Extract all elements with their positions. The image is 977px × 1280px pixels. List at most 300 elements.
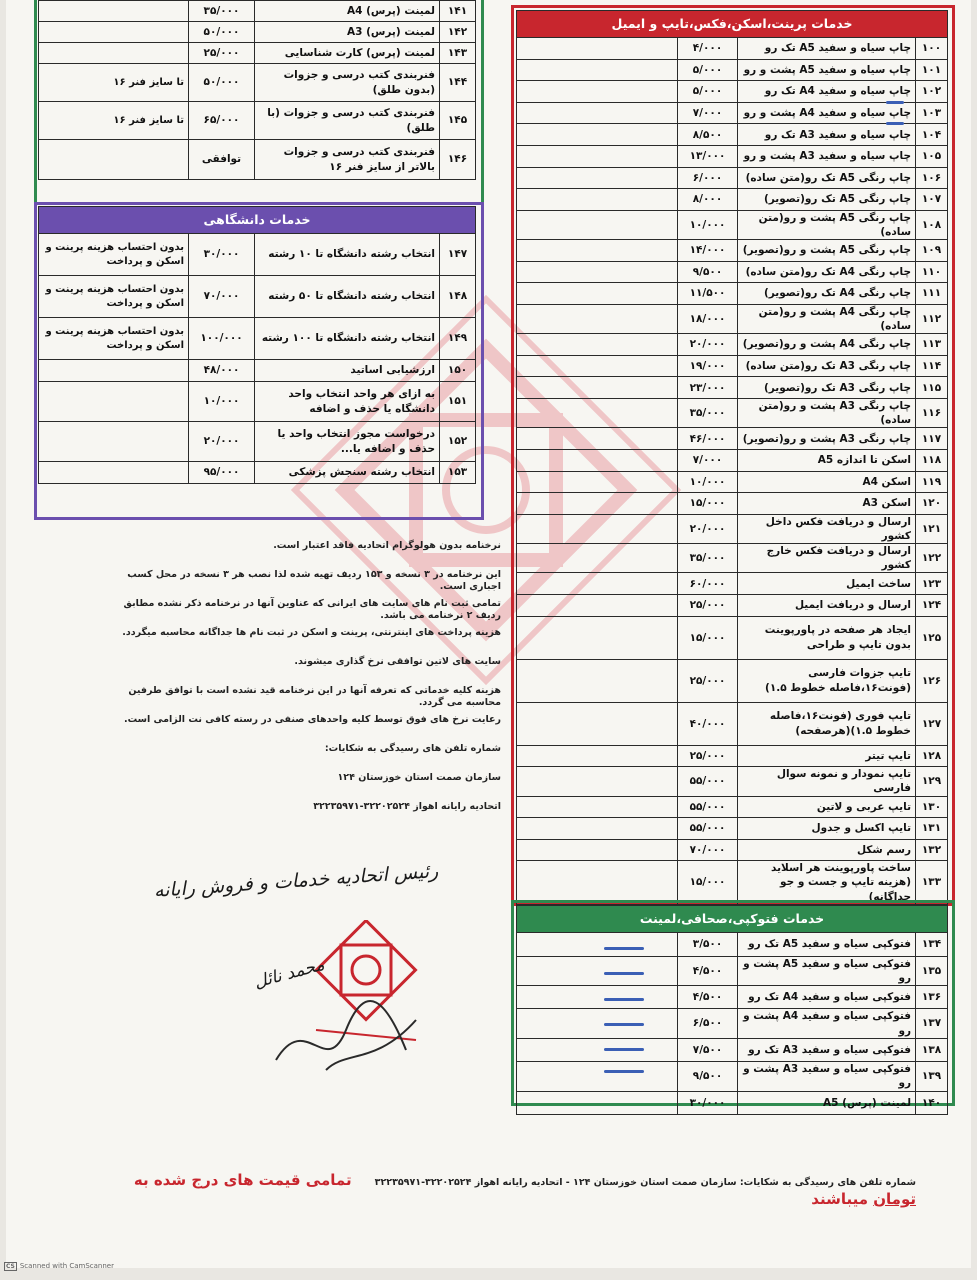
row-description: اسکن A3 bbox=[738, 493, 916, 515]
row-description: چاپ رنگی A3 تک رو(تصویر) bbox=[738, 377, 916, 399]
row-remark bbox=[517, 471, 678, 493]
note-line: این نرخنامه در ۳ نسخه و ۱۵۳ ردیف تهیه شده لذا نصب هر ۳ نسخه در محل کسب اجباری است. bbox=[127, 569, 501, 593]
row-description: فنربندی کتب درسی و جزوات (بدون طلق) bbox=[255, 64, 440, 102]
row-description: چاپ سیاه و سفید A4 پشت و رو bbox=[738, 102, 916, 124]
university-services-table bbox=[38, 206, 476, 484]
row-number: ۱۳۹ bbox=[916, 1062, 948, 1091]
row-remark bbox=[517, 514, 678, 543]
university-services-title: خدمات دانشگاهی bbox=[39, 207, 476, 234]
pen-mark bbox=[604, 1048, 644, 1051]
row-description: انتخاب رشته دانشگاه تا ۵۰ رشته bbox=[255, 276, 440, 318]
row-description: چاپ رنگی A5 تک رو(متن ساده) bbox=[738, 167, 916, 189]
row-description: لمینت (پرس) کارت شناسایی bbox=[255, 43, 440, 64]
table-row bbox=[517, 377, 948, 399]
row-description: فنربندی کتب درسی و جزوات (با طلق) bbox=[255, 102, 440, 140]
row-remark bbox=[517, 1091, 678, 1115]
row-remark bbox=[517, 355, 678, 377]
row-number: ۱۲۶ bbox=[916, 659, 948, 702]
row-description: تایپ فوری (فونت۱۶،فاصله خطوط ۱.۵)(هرصفحه) bbox=[738, 702, 916, 745]
row-remark: تا سایز فنر ۱۶ bbox=[39, 64, 189, 102]
pen-mark bbox=[886, 101, 904, 104]
pen-mark bbox=[604, 1070, 644, 1073]
row-remark bbox=[517, 659, 678, 702]
row-description: چاپ سیاه و سفید A5 تک رو bbox=[738, 38, 916, 60]
row-price: ۲۰/۰۰۰ bbox=[189, 422, 255, 462]
row-price: ۴/۰۰۰ bbox=[678, 38, 738, 60]
row-description: چاپ رنگی A5 پشت و رو(متن ساده) bbox=[738, 210, 916, 239]
note-line: سازمان صمت استان خوزستان ۱۲۴ bbox=[337, 772, 501, 783]
table-row bbox=[39, 43, 476, 64]
row-remark bbox=[517, 796, 678, 818]
table-row bbox=[517, 428, 948, 450]
row-number: ۱۲۷ bbox=[916, 702, 948, 745]
row-price: ۱۵/۰۰۰ bbox=[678, 493, 738, 515]
row-remark bbox=[517, 145, 678, 167]
table-row bbox=[39, 462, 476, 484]
row-description: چاپ رنگی A5 پشت و رو(تصویر) bbox=[738, 240, 916, 262]
row-remark bbox=[39, 360, 189, 382]
row-price: ۱۰/۰۰۰ bbox=[678, 471, 738, 493]
row-remark bbox=[517, 595, 678, 617]
row-remark bbox=[517, 493, 678, 515]
table-row bbox=[517, 261, 948, 283]
row-number: ۱۱۶ bbox=[916, 399, 948, 428]
row-number: ۱۱۲ bbox=[916, 304, 948, 333]
row-number: ۱۳۳ bbox=[916, 861, 948, 905]
row-number: ۱۳۲ bbox=[916, 839, 948, 861]
table-row bbox=[517, 659, 948, 702]
row-number: ۱۲۲ bbox=[916, 544, 948, 573]
row-number: ۱۰۷ bbox=[916, 189, 948, 211]
row-description: فتوکپی سیاه و سفید A5 پشت و رو bbox=[738, 956, 916, 985]
row-price: ۵۰/۰۰۰ bbox=[189, 64, 255, 102]
row-price: ۱۹/۰۰۰ bbox=[678, 355, 738, 377]
row-price: ۹/۵۰۰ bbox=[678, 261, 738, 283]
row-remark bbox=[517, 702, 678, 745]
table-row bbox=[517, 796, 948, 818]
row-remark bbox=[517, 261, 678, 283]
camscanner-text: Scanned with CamScanner bbox=[19, 1262, 114, 1270]
row-number: ۱۴۴ bbox=[440, 64, 476, 102]
row-number: ۱۰۰ bbox=[916, 38, 948, 60]
row-description: چاپ رنگی A3 تک رو(متن ساده) bbox=[738, 355, 916, 377]
table-row bbox=[517, 167, 948, 189]
row-number: ۱۳۴ bbox=[916, 933, 948, 957]
row-number: ۱۲۸ bbox=[916, 745, 948, 767]
row-description: چاپ رنگی A3 پشت و رو(تصویر) bbox=[738, 428, 916, 450]
row-description: اسکن A4 bbox=[738, 471, 916, 493]
row-price: ۷۰/۰۰۰ bbox=[189, 276, 255, 318]
row-remark bbox=[39, 1, 189, 22]
row-remark bbox=[517, 861, 678, 905]
table-row bbox=[517, 304, 948, 333]
table-row bbox=[517, 210, 948, 239]
pen-mark bbox=[604, 1023, 644, 1026]
row-price: ۷۰/۰۰۰ bbox=[678, 839, 738, 861]
row-price: ۱۰۰/۰۰۰ bbox=[189, 318, 255, 360]
table-row bbox=[517, 595, 948, 617]
table-row bbox=[517, 145, 948, 167]
row-price: ۷/۰۰۰ bbox=[678, 102, 738, 124]
row-remark bbox=[517, 745, 678, 767]
row-description: ارسال و دریافت فکس داخل کشور bbox=[738, 514, 916, 543]
row-remark bbox=[517, 1038, 678, 1062]
camscanner-badge: CS bbox=[6, 1263, 15, 1270]
row-price: ۵/۰۰۰ bbox=[678, 59, 738, 81]
row-number: ۱۳۸ bbox=[916, 1038, 948, 1062]
tomans-suffix: میباشند bbox=[811, 1190, 868, 1208]
row-remark bbox=[39, 43, 189, 64]
row-description: چاپ رنگی A4 تک رو(تصویر) bbox=[738, 283, 916, 305]
row-description: تایپ تیتر bbox=[738, 745, 916, 767]
row-price: ۵۵/۰۰۰ bbox=[678, 796, 738, 818]
table-row bbox=[517, 573, 948, 595]
pen-mark bbox=[886, 122, 904, 125]
note-line: نرخنامه بدون هولوگرام اتحادیه فاقد اعتبار است. bbox=[273, 540, 501, 551]
row-description: ارسال و دریافت ایمیل bbox=[738, 595, 916, 617]
row-number: ۱۱۴ bbox=[916, 355, 948, 377]
signature-title: رئیس اتحادیه خدمات و فروش رایانه bbox=[153, 860, 439, 902]
row-number: ۱۰۶ bbox=[916, 167, 948, 189]
row-description: انتخاب رشته دانشگاه تا ۱۰ رشته bbox=[255, 234, 440, 276]
row-description: فتوکپی سیاه و سفید A5 تک رو bbox=[738, 933, 916, 957]
row-remark bbox=[517, 81, 678, 103]
row-price: ۲۳/۰۰۰ bbox=[678, 377, 738, 399]
handwritten-signature-icon bbox=[266, 990, 426, 1080]
row-price: ۵۰/۰۰۰ bbox=[189, 22, 255, 43]
row-number: ۱۲۳ bbox=[916, 573, 948, 595]
table-row bbox=[39, 360, 476, 382]
row-number: ۱۱۵ bbox=[916, 377, 948, 399]
row-number: ۱۱۳ bbox=[916, 334, 948, 356]
row-remark bbox=[517, 124, 678, 146]
row-number: ۱۲۵ bbox=[916, 616, 948, 659]
row-number: ۱۵۳ bbox=[440, 462, 476, 484]
row-description: لمینت (پرس) A3 bbox=[255, 22, 440, 43]
table-row bbox=[517, 334, 948, 356]
row-number: ۱۰۴ bbox=[916, 124, 948, 146]
row-description: تایپ جزوات فارسی (فونت۱۶،فاصله خطوط ۱.۵) bbox=[738, 659, 916, 702]
note-line: تمامی ثبت نام های سایت های ایرانی که عناوین آنها در نرخنامه ذکر نشده مطابق ردیف ۲ نرخنامه می باشد. bbox=[123, 598, 501, 622]
laminate-binding-table bbox=[38, 0, 476, 180]
table-row bbox=[517, 985, 948, 1009]
table-row bbox=[517, 616, 948, 659]
row-number: ۱۵۰ bbox=[440, 360, 476, 382]
row-remark bbox=[517, 573, 678, 595]
row-remark bbox=[517, 189, 678, 211]
row-price: ۱۵/۰۰۰ bbox=[678, 616, 738, 659]
table-row bbox=[517, 1009, 948, 1038]
row-description: چاپ رنگی A4 تک رو(متن ساده) bbox=[738, 261, 916, 283]
row-remark bbox=[39, 382, 189, 422]
terms-notes bbox=[101, 540, 501, 830]
table-row bbox=[39, 318, 476, 360]
row-description: چاپ رنگی A4 پشت و رو(متن ساده) bbox=[738, 304, 916, 333]
row-price: ۲۵/۰۰۰ bbox=[678, 745, 738, 767]
row-remark: بدون احتساب هزینه پرینت و اسکن و پرداخت bbox=[39, 276, 189, 318]
table-row bbox=[517, 956, 948, 985]
row-price: ۲۰/۰۰۰ bbox=[678, 514, 738, 543]
row-description: ساخت ایمیل bbox=[738, 573, 916, 595]
row-number: ۱۰۱ bbox=[916, 59, 948, 81]
table-row bbox=[517, 702, 948, 745]
table-row bbox=[39, 382, 476, 422]
row-remark bbox=[517, 210, 678, 239]
table-row bbox=[517, 355, 948, 377]
row-description: چاپ سیاه و سفید A3 پشت و رو bbox=[738, 145, 916, 167]
row-price: ۲۰/۰۰۰ bbox=[678, 334, 738, 356]
row-number: ۱۲۴ bbox=[916, 595, 948, 617]
row-remark bbox=[517, 767, 678, 796]
row-description: فتوکپی سیاه و سفید A3 تک رو bbox=[738, 1038, 916, 1062]
table-row bbox=[517, 1038, 948, 1062]
table-row bbox=[517, 544, 948, 573]
row-description: چاپ رنگی A4 پشت و رو(تصویر) bbox=[738, 334, 916, 356]
row-price: ۱۵/۰۰۰ bbox=[678, 861, 738, 905]
row-description: فتوکپی سیاه و سفید A4 تک رو bbox=[738, 985, 916, 1009]
row-remark bbox=[517, 59, 678, 81]
row-description: لمینت (پرس) A4 bbox=[255, 1, 440, 22]
row-price: ۷/۵۰۰ bbox=[678, 1038, 738, 1062]
row-number: ۱۴۹ bbox=[440, 318, 476, 360]
signature-name: محمد نائل bbox=[252, 954, 327, 993]
row-remark bbox=[39, 140, 189, 180]
row-description: فنربندی کتب درسی و جزوات بالاتر از سایز فنر ۱۶ bbox=[255, 140, 440, 180]
row-remark bbox=[517, 399, 678, 428]
row-remark bbox=[517, 956, 678, 985]
row-price: ۸/۵۰۰ bbox=[678, 124, 738, 146]
pen-mark bbox=[604, 998, 644, 1001]
price-list-sheet bbox=[6, 0, 971, 1268]
row-price: ۴/۵۰۰ bbox=[678, 985, 738, 1009]
row-number: ۱۱۰ bbox=[916, 261, 948, 283]
table-row bbox=[517, 767, 948, 796]
photocopy-services-table bbox=[516, 905, 948, 1115]
row-price: ۱۳/۰۰۰ bbox=[678, 145, 738, 167]
table-row bbox=[517, 471, 948, 493]
table-row bbox=[39, 234, 476, 276]
row-number: ۱۴۱ bbox=[440, 1, 476, 22]
row-remark bbox=[517, 933, 678, 957]
row-remark bbox=[39, 422, 189, 462]
tomans-prefix: تمامی قیمت های درج شده به bbox=[133, 1171, 352, 1189]
row-description: تایپ عربی و لاتین bbox=[738, 796, 916, 818]
row-remark bbox=[39, 462, 189, 484]
row-price: ۹۵/۰۰۰ bbox=[189, 462, 255, 484]
table-row bbox=[517, 59, 948, 81]
table-row bbox=[517, 102, 948, 124]
table-row bbox=[517, 38, 948, 60]
row-remark bbox=[517, 240, 678, 262]
table-row bbox=[517, 839, 948, 861]
row-number: ۱۳۷ bbox=[916, 1009, 948, 1038]
table-row bbox=[517, 861, 948, 905]
row-number: ۱۰۵ bbox=[916, 145, 948, 167]
photocopy-services-title: خدمات فتوکپی،صحافی،لمینت bbox=[517, 906, 948, 933]
table-row bbox=[39, 140, 476, 180]
row-description: فتوکپی سیاه و سفید A3 پشت و رو bbox=[738, 1062, 916, 1091]
row-number: ۱۰۲ bbox=[916, 81, 948, 103]
table-row bbox=[517, 745, 948, 767]
row-price: ۳۵/۰۰۰ bbox=[678, 399, 738, 428]
row-description: فتوکپی سیاه و سفید A4 پشت و رو bbox=[738, 1009, 916, 1038]
table-row bbox=[517, 124, 948, 146]
table-row bbox=[517, 514, 948, 543]
table-row bbox=[39, 22, 476, 43]
note-line: هزینه پرداخت های اینترنتی، پرینت و اسکن در ثبت نام ها جداگانه محاسبه میگردد. bbox=[122, 627, 501, 638]
row-number: ۱۰۸ bbox=[916, 210, 948, 239]
row-description: ارزشیابی اساتید bbox=[255, 360, 440, 382]
row-number: ۱۲۰ bbox=[916, 493, 948, 515]
table-row bbox=[39, 64, 476, 102]
row-remark bbox=[517, 1062, 678, 1091]
row-remark bbox=[517, 818, 678, 840]
row-price: ۲۵/۰۰۰ bbox=[678, 659, 738, 702]
row-description: درخواست مجوز انتخاب واحد یا حذف و اضافه یا... bbox=[255, 422, 440, 462]
row-price: ۱۰/۰۰۰ bbox=[678, 210, 738, 239]
row-number: ۱۴۸ bbox=[440, 276, 476, 318]
row-description: ساخت پاورپوینت هر اسلاید (هزینه تایپ و جست و جو جداگانه) bbox=[738, 861, 916, 905]
row-description: به ازای هر واحد انتخاب واحد دانشگاه یا حذف و اضافه bbox=[255, 382, 440, 422]
row-remark bbox=[517, 428, 678, 450]
row-remark bbox=[517, 377, 678, 399]
row-remark bbox=[517, 1009, 678, 1038]
table-row bbox=[39, 1, 476, 22]
row-price: ۴۶/۰۰۰ bbox=[678, 428, 738, 450]
row-price: ۴۸/۰۰۰ bbox=[189, 360, 255, 382]
row-price: ۶۰/۰۰۰ bbox=[678, 573, 738, 595]
row-number: ۱۴۵ bbox=[440, 102, 476, 140]
row-number: ۱۴۳ bbox=[440, 43, 476, 64]
row-remark bbox=[517, 38, 678, 60]
row-number: ۱۴۶ bbox=[440, 140, 476, 180]
row-number: ۱۲۹ bbox=[916, 767, 948, 796]
row-price: ۷/۰۰۰ bbox=[678, 449, 738, 471]
note-line: هزینه کلیه خدماتی که تعرفه آنها در این نرخنامه قید نشده است با توافق طرفین محاسبه می گردد. bbox=[128, 685, 501, 709]
row-description: چاپ سیاه و سفید A3 تک رو bbox=[738, 124, 916, 146]
row-description: چاپ سیاه و سفید A4 تک رو bbox=[738, 81, 916, 103]
row-price: ۱۰/۰۰۰ bbox=[189, 382, 255, 422]
row-price: ۸/۰۰۰ bbox=[678, 189, 738, 211]
row-description: اسکن تا اندازه A5 bbox=[738, 449, 916, 471]
row-price: ۲۵/۰۰۰ bbox=[678, 595, 738, 617]
row-description: انتخاب رشته سنجش پزشکی bbox=[255, 462, 440, 484]
note-line: شماره تلفن های رسیدگی به شکایات: bbox=[324, 743, 501, 754]
row-number: ۱۲۱ bbox=[916, 514, 948, 543]
note-line: سایت های لاتین توافقی نرخ گذاری میشوند. bbox=[294, 656, 501, 667]
row-remark bbox=[517, 449, 678, 471]
note-line: اتحادیه رایانه اهواز ۳۲۲۰۲۵۲۴-۳۲۲۳۵۹۷۱ bbox=[313, 801, 501, 812]
table-row bbox=[517, 81, 948, 103]
row-description: انتخاب رشته دانشگاه تا ۱۰۰ رشته bbox=[255, 318, 440, 360]
row-price: ۱۸/۰۰۰ bbox=[678, 304, 738, 333]
table-row bbox=[517, 1062, 948, 1091]
row-price: ۵۵/۰۰۰ bbox=[678, 767, 738, 796]
row-price: ۵/۰۰۰ bbox=[678, 81, 738, 103]
row-price: ۵۵/۰۰۰ bbox=[678, 818, 738, 840]
note-line: رعایت نرخ های فوق توسط کلیه واحدهای صنفی در رسته کافی نت الزامی است. bbox=[123, 714, 501, 725]
row-price: ۴۰/۰۰۰ bbox=[678, 702, 738, 745]
footer bbox=[86, 1170, 916, 1208]
row-remark bbox=[517, 985, 678, 1009]
row-remark bbox=[39, 22, 189, 43]
table-row bbox=[517, 399, 948, 428]
row-number: ۱۴۲ bbox=[440, 22, 476, 43]
row-remark bbox=[517, 283, 678, 305]
row-price: ۶/۵۰۰ bbox=[678, 1009, 738, 1038]
row-remark: بدون احتساب هزینه پرینت و اسکن و پرداخت bbox=[39, 234, 189, 276]
row-description: رسم شکل bbox=[738, 839, 916, 861]
row-remark: بدون احتساب هزینه پرینت و اسکن و پرداخت bbox=[39, 318, 189, 360]
row-number: ۱۱۸ bbox=[916, 449, 948, 471]
row-number: ۱۳۱ bbox=[916, 818, 948, 840]
row-remark bbox=[517, 334, 678, 356]
print-services-table bbox=[516, 10, 948, 905]
table-row bbox=[39, 276, 476, 318]
row-price: ۳۵/۰۰۰ bbox=[678, 544, 738, 573]
pen-mark bbox=[604, 972, 644, 975]
row-number: ۱۳۶ bbox=[916, 985, 948, 1009]
row-price: ۹/۵۰۰ bbox=[678, 1062, 738, 1091]
table-row bbox=[517, 818, 948, 840]
row-price: ۳۰/۰۰۰ bbox=[678, 1091, 738, 1115]
row-number: ۱۵۲ bbox=[440, 422, 476, 462]
row-description: چاپ رنگی A5 تک رو(تصویر) bbox=[738, 189, 916, 211]
row-price: ۱۱/۵۰۰ bbox=[678, 283, 738, 305]
row-number: ۱۵۱ bbox=[440, 382, 476, 422]
row-remark bbox=[517, 839, 678, 861]
tomans-word: تومان bbox=[873, 1190, 916, 1208]
row-price: ۶/۰۰۰ bbox=[678, 167, 738, 189]
table-row bbox=[39, 422, 476, 462]
row-number: ۱۱۱ bbox=[916, 283, 948, 305]
row-price: توافقی bbox=[189, 140, 255, 180]
table-row bbox=[39, 102, 476, 140]
row-number: ۱۰۳ bbox=[916, 102, 948, 124]
row-price: ۳/۵۰۰ bbox=[678, 933, 738, 957]
row-remark bbox=[517, 167, 678, 189]
table-row bbox=[517, 189, 948, 211]
table-row bbox=[517, 493, 948, 515]
row-description: ارسال و دریافت فکس خارج کشور bbox=[738, 544, 916, 573]
table-row bbox=[517, 449, 948, 471]
table-row bbox=[517, 1091, 948, 1115]
pen-mark bbox=[604, 947, 644, 950]
row-number: ۱۳۵ bbox=[916, 956, 948, 985]
row-description: تایپ نمودار و نمونه سوال فارسی bbox=[738, 767, 916, 796]
row-price: ۳۰/۰۰۰ bbox=[189, 234, 255, 276]
row-description: ایجاد هر صفحه در پاورپوینت بدون تایپ و طراحی bbox=[738, 616, 916, 659]
footer-complaint-numbers: شماره تلفن های رسیدگی به شکایات: سازمان صمت استان خوزستان ۱۲۴ - اتحادیه رایانه اهواز ۳۲۲۰۲۵۲۴-۳۲۲۳۵۹۷۱ bbox=[374, 1177, 916, 1188]
row-number: ۱۴۷ bbox=[440, 234, 476, 276]
table-row bbox=[517, 240, 948, 262]
row-remark bbox=[517, 102, 678, 124]
table-row bbox=[517, 933, 948, 957]
row-description: لمینت (پرس) A5 bbox=[738, 1091, 916, 1115]
row-number: ۱۱۷ bbox=[916, 428, 948, 450]
row-number: ۱۰۹ bbox=[916, 240, 948, 262]
row-price: ۶۵/۰۰۰ bbox=[189, 102, 255, 140]
print-services-title: خدمات پرینت،اسکن،فکس،تایپ و ایمیل bbox=[517, 11, 948, 38]
row-price: ۴/۵۰۰ bbox=[678, 956, 738, 985]
row-remark bbox=[517, 616, 678, 659]
table-row bbox=[517, 283, 948, 305]
row-description: چاپ سیاه و سفید A5 پشت و رو bbox=[738, 59, 916, 81]
row-remark: تا سایز فنر ۱۶ bbox=[39, 102, 189, 140]
camscanner-mark bbox=[4, 1262, 114, 1271]
row-description: چاپ رنگی A3 پشت و رو(متن ساده) bbox=[738, 399, 916, 428]
row-price: ۱۴/۰۰۰ bbox=[678, 240, 738, 262]
